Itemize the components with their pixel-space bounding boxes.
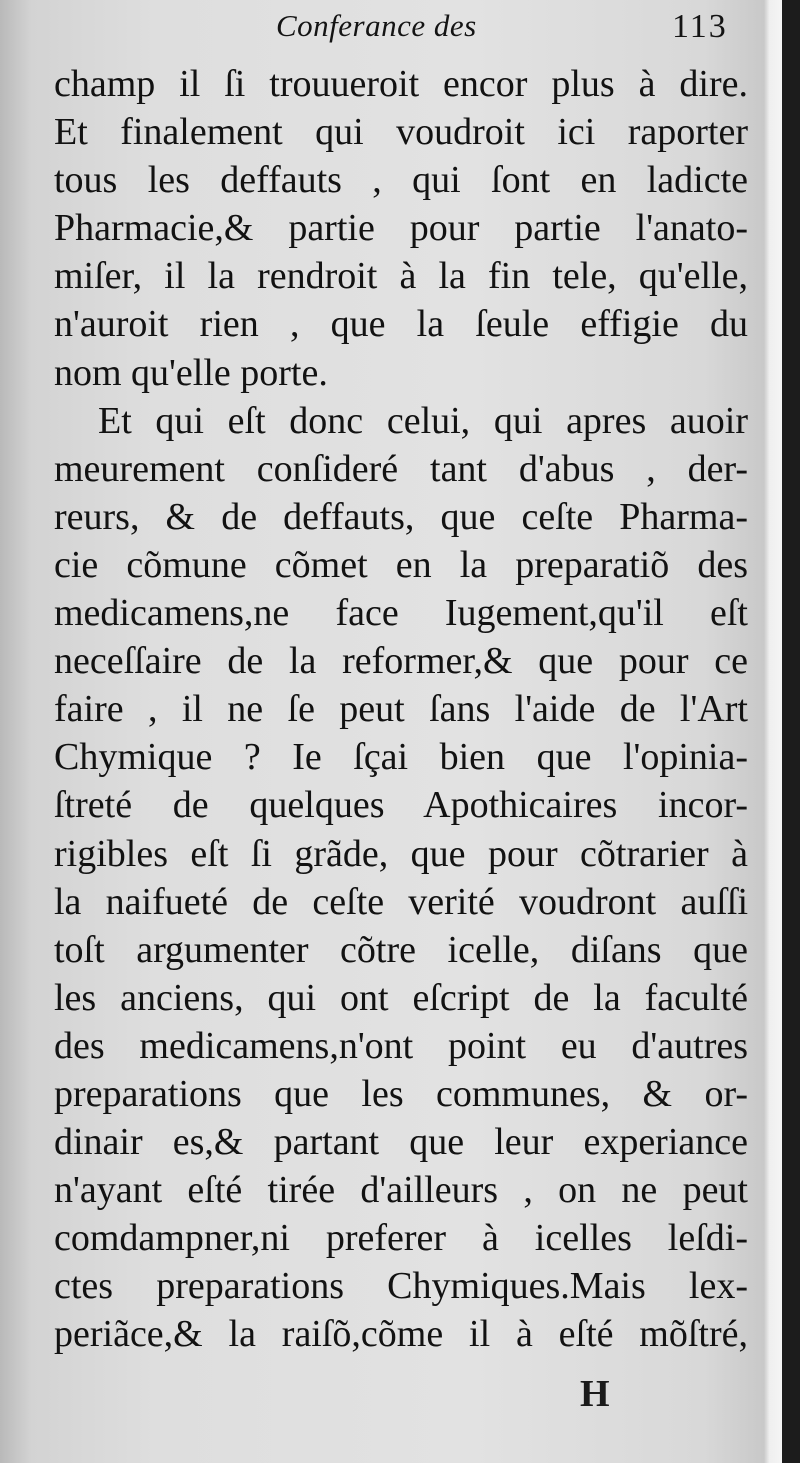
text-line: tous les deffauts , qui ſont en ladicte (54, 159, 748, 202)
signature-mark: H (580, 1373, 610, 1415)
text-line: Chymique ? Ie ſçai bien que l'opinia- (54, 736, 748, 779)
text-line: les anciens, qui ont eſcript de la faculté (54, 976, 748, 1019)
text-line: n'auroit rien , que la ſeule effigie du (54, 303, 748, 346)
text-line: miſer, il la rendroit à la fin tele, qu'elle, (54, 255, 748, 298)
text-line: cie cõmune cõmet en la preparatiõ des (54, 543, 748, 586)
running-head: Conferance des (276, 8, 477, 43)
text-line: la naifueté de ceſte verité voudront auſſi (54, 880, 748, 923)
text-line: n'ayant eſté tirée d'ailleurs , on ne peut (54, 1169, 748, 1212)
text-line: Pharmacie,& partie pour partie l'anato- (54, 207, 748, 250)
text-line: toſt argumenter cõtre icelle, diſans que (54, 928, 748, 971)
text-line: des medicamens,n'ont point eu d'autres (54, 1024, 748, 1067)
text-line: meurement conſideré tant d'abus , der- (54, 447, 748, 490)
page-edge (764, 0, 782, 1463)
text-line: champ il ſi trouueroit encor plus à dire. (54, 63, 748, 105)
text-line: nom qu'elle porte. (54, 351, 328, 394)
text-line: faire , il ne ſe peut ſans l'aide de l'Art (54, 688, 748, 731)
text-line: neceſſaire de la reformer,& que pour ce (54, 640, 748, 683)
text-line: comdampner,ni preferer à icelles leſdi- (54, 1217, 748, 1260)
text-line: periãce,& la raiſõ,cõme il à eſté mõſtré, (54, 1313, 748, 1356)
text-line: Et finalement qui voudroit ici raporter (54, 111, 748, 154)
text-line: rigibles eſt ſi grãde, que pour cõtrarier à (54, 832, 748, 875)
text-line: medicamens,ne face Iugement,qu'il eſt (54, 592, 748, 635)
text-line: preparations que les communes, & or- (54, 1072, 748, 1115)
text-line: Et qui eſt donc celui, qui apres auoir (98, 399, 748, 442)
text-line: ſtreté de quelques Apothicaires incor- (54, 784, 748, 827)
page-number: 113 (672, 8, 728, 45)
text-line: reurs, & de deffauts, que ceſte Pharma- (54, 495, 748, 538)
body-text (54, 60, 748, 1359)
text-line: dinair es,& partant que leur experiance (54, 1121, 748, 1164)
text-line: ctes preparations Chymiques.Mais lex- (54, 1265, 748, 1308)
